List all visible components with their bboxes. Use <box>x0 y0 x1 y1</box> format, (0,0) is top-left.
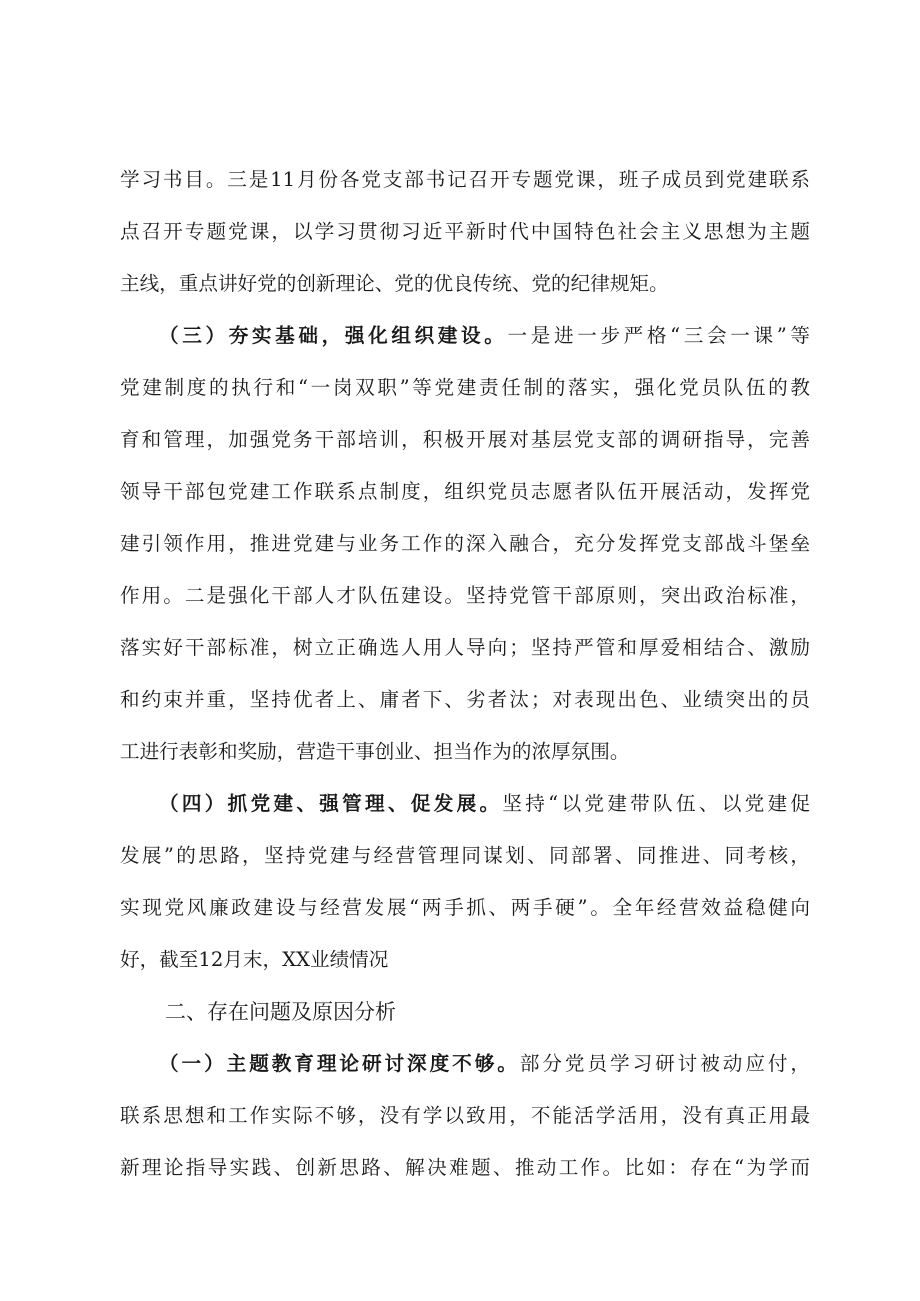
p2-first-line <box>159 314 810 358</box>
p4-first-line <box>159 1042 810 1086</box>
p2-line-9: 工进行表彰和奖励，营造干事创业、担当作为的浓厚氛围。 <box>120 740 630 763</box>
p2-line-4: 领导干部包党建工作联系点制度，组织党员志愿者队伍开展活动，发挥党 <box>120 480 810 503</box>
p2-line-6: 作用。二是强化干部人才队伍建设。坚持党管干部原则，突出政治标准， <box>120 584 810 607</box>
p2-lead: （三）夯实基础，强化组织建设。 <box>159 324 508 347</box>
p3-first-rest: 坚持“以党建带队伍、以党建促 <box>502 792 810 815</box>
p4-first-rest: 部分党员学习研讨被动应付， <box>519 1052 810 1075</box>
p3-line-2: 发展”的思路，坚持党建与经营管理同谋划、同部署、同推进、同考核， <box>120 844 810 867</box>
p3-line-4: 好，截至12月末，XX业绩情况 <box>120 948 389 971</box>
p4-lead: （一）主题教育理论研讨深度不够。 <box>159 1052 520 1075</box>
p4-line-3: 新理论指导实践、创新思路、解决难题、推动工作。比如：存在“为学而 <box>120 1156 810 1179</box>
p2-line-5: 建引领作用，推进党建与业务工作的深入融合，充分发挥党支部战斗堡垒 <box>120 532 810 555</box>
p1-line-1: 学习书目。三是11月份各党支部书记召开专题党课，班子成员到党建联系 <box>120 168 810 191</box>
p2-line-7: 落实好干部标准，树立正确选人用人导向；坚持严管和厚爱相结合、激励 <box>120 636 810 659</box>
p1-line-2: 点召开专题党课，以学习贯彻习近平新时代中国特色社会主义思想为主题 <box>120 220 810 243</box>
p3-line-3: 实现党风廉政建设与经营发展“两手抓、两手硬”。全年经营效益稳健向 <box>120 896 810 919</box>
section-heading: 二、存在问题及原因分析 <box>165 1000 396 1024</box>
p4-line-2: 联系思想和工作实际不够，没有学以致用，不能活学活用，没有真正用最 <box>120 1104 810 1127</box>
p2-first-rest: 一是进一步严格“三会一课”等 <box>507 324 810 347</box>
p3-first-line <box>159 782 810 826</box>
p1-line-3: 主线，重点讲好党的创新理论、党的优良传统、党的纪律规矩。 <box>120 272 669 295</box>
p3-lead: （四）抓党建、强管理、促发展。 <box>159 792 503 815</box>
p2-line-2: 党建制度的执行和“一岗双职”等党建责任制的落实，强化党员队伍的教 <box>120 376 810 399</box>
p2-line-3: 育和管理，加强党务干部培训，积极开展对基层党支部的调研指导，完善 <box>120 428 810 451</box>
p2-line-8: 和约束并重，坚持优者上、庸者下、劣者汰；对表现出色、业绩突出的员 <box>120 688 810 711</box>
